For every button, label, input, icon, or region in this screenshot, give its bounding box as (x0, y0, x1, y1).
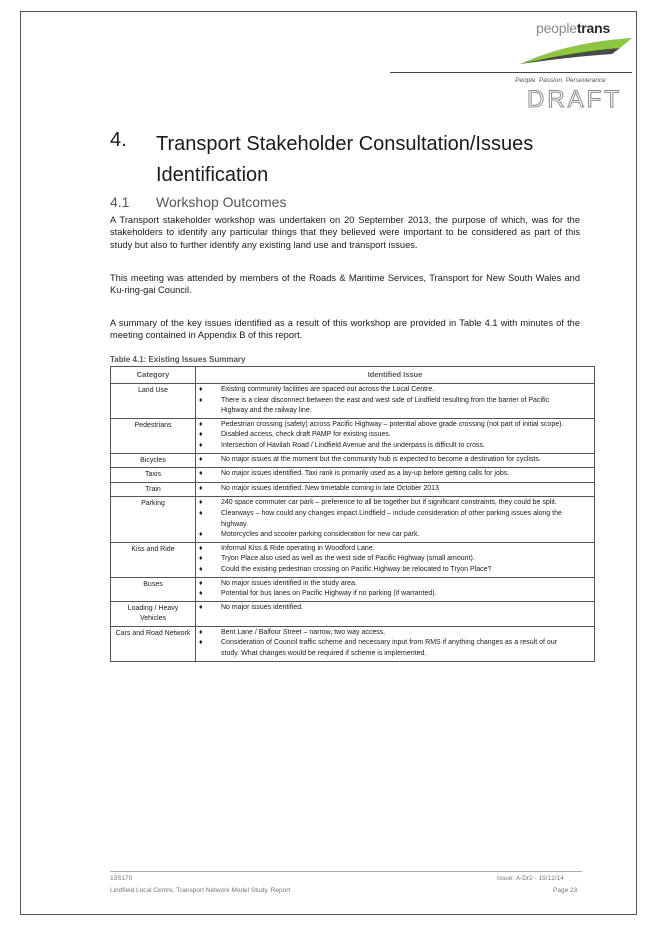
category-cell: Pedestrians (111, 418, 196, 453)
category-cell: Parking (111, 497, 196, 542)
table-row (111, 384, 595, 419)
table-row (111, 468, 595, 483)
table-row (111, 601, 595, 626)
category-cell: Taxis (111, 468, 196, 483)
footer-rule (110, 871, 582, 872)
issue-item: ♦ No major issues identified. Taxi rank is primarily used as a lay-up before getting calls for jobs. (199, 469, 591, 480)
issue-item: ♦ Bent Lane / Balfour Street – narrow, two way access. (199, 628, 591, 639)
issue-list (199, 579, 591, 600)
issue-item: ♦ Disabled access, check draft PAMP for existing issues. (199, 430, 591, 441)
table-row (111, 482, 595, 497)
subsection-title: Workshop Outcomes (156, 194, 287, 210)
issues-cell (196, 542, 595, 577)
issues-cell (196, 468, 595, 483)
logo-word-trans: trans (576, 20, 611, 36)
issue-item: ♦ Intersection of Havilah Road / Lindfield Avenue and the underpass is difficult to cross. (199, 441, 591, 452)
issue-item: ♦ Informal Kiss & Ride operating in Woodford Lane. (199, 544, 591, 555)
table-row (111, 577, 595, 601)
issues-cell (196, 384, 595, 419)
issues-cell (196, 577, 595, 601)
table-row (111, 497, 595, 542)
issue-item: ♦ Tryon Place also used as well as the west side of Pacific Highway (small amount). (199, 554, 591, 565)
issue-item: ♦ No major issues identified in the study area. (199, 579, 591, 590)
category-cell: Loading / Heavy Vehicles (111, 601, 196, 626)
logo-word-people: people (536, 20, 577, 36)
table-row (111, 418, 595, 453)
table-caption: Table 4.1: Existing Issues Summary (110, 355, 246, 364)
issue-item: ♦ 240 space commuter car park – preference to all be together but if significant constraints, they could be split. (199, 498, 591, 509)
category-cell: Bicycles (111, 453, 196, 468)
issue-list (199, 420, 591, 452)
logo-tagline: People. Passion. Perseverance (515, 77, 606, 84)
body-paragraph: This meeting was attended by members of the Roads & Maritime Services, Transport for New South Wales and Ku-ring-gai Council. (110, 273, 580, 296)
issues-cell (196, 497, 595, 542)
footer-issue: Issue: A-Dr2 - 15/12/14 (497, 875, 564, 882)
issues-cell (196, 626, 595, 661)
company-logo (520, 20, 635, 80)
section-title: Transport Stakeholder Consultation/Issues Identification (156, 133, 534, 186)
issue-item: ♦ No major issues identified. (199, 603, 591, 614)
footer-page-number: Page 23 (553, 887, 578, 894)
column-header-category: Category (111, 367, 196, 384)
issue-item: ♦ Pedestrian crossing (safety) across Pacific Highway – potential above grade crossing (not part of initial scope). (199, 420, 591, 431)
issue-item: ♦ Motorcycles and scooter parking consideration for new car park. (199, 530, 591, 541)
issue-list (199, 628, 591, 660)
section-number: 4. (110, 129, 127, 151)
issue-item: ♦ There is a clear disconnect between the east and west side of Lindfield resulting from the barrier of Pacific Highway and the railway line. (199, 396, 591, 417)
issue-list (199, 484, 591, 495)
draft-watermark: DRAFT (527, 86, 622, 113)
issue-list (199, 498, 591, 540)
column-header-issue: Identified Issue (196, 367, 595, 384)
issues-cell (196, 453, 595, 468)
issues-cell (196, 418, 595, 453)
header-rule (390, 72, 632, 73)
table-header-row (111, 367, 595, 384)
issue-list (199, 385, 591, 417)
category-cell: Train (111, 482, 196, 497)
table-row (111, 542, 595, 577)
issue-list (199, 455, 591, 466)
issue-item: ♦ Potential for bus lanes on Pacific Highway if no parking (if warranted). (199, 589, 591, 600)
footer-report-title: Lindfield Local Centre, Transport Network Model Study, Report (110, 887, 291, 894)
category-cell: Buses (111, 577, 196, 601)
logo-swoosh-icon (520, 38, 635, 66)
footer-job-number: 13S170 (110, 875, 133, 882)
table-row (111, 453, 595, 468)
issue-list (199, 544, 591, 576)
subsection-number: 4.1 (110, 194, 130, 210)
category-cell: Cars and Road Network (111, 626, 196, 661)
issue-item: ♦ Existing community facilities are spaced out across the Local Centre. (199, 385, 591, 396)
body-paragraph: A Transport stakeholder workshop was undertaken on 20 September 2013, the purpose of which, was for the stakeholders to identify any particular things that they believed were important to be considered as part of this study but also to further identify any existing land use and transport issues. (110, 215, 580, 250)
issues-cell (196, 482, 595, 497)
issue-item: ♦ Consideration of Council traffic scheme and necessary input from RMS if anything changes as a result of our study. What changes would be required if scheme is implemented. (199, 638, 591, 659)
category-cell: Kiss and Ride (111, 542, 196, 577)
table-row (111, 626, 595, 661)
issue-item: ♦ No major issues identified. New timetable coming in late October 2013 (199, 484, 591, 495)
category-cell: Land Use (111, 384, 196, 419)
issue-item: ♦ No major issues at the moment but the community hub is expected to become a destination for cyclists. (199, 455, 591, 466)
issue-item: ♦ Clearways – how could any changes impact Lindfield – include consideration of other parking issues along the highway. (199, 509, 591, 530)
body-paragraph: A summary of the key issues identified as a result of this workshop are provided in Table 4.1 with minutes of the meeting contained in Appendix B of this report. (110, 318, 580, 341)
issue-list (199, 469, 591, 480)
issue-item: ♦ Could the existing pedestrian crossing on Pacific Highway be relocated to Tryon Place? (199, 565, 591, 576)
issues-cell (196, 601, 595, 626)
issue-list (199, 603, 591, 614)
issues-table (110, 366, 595, 662)
